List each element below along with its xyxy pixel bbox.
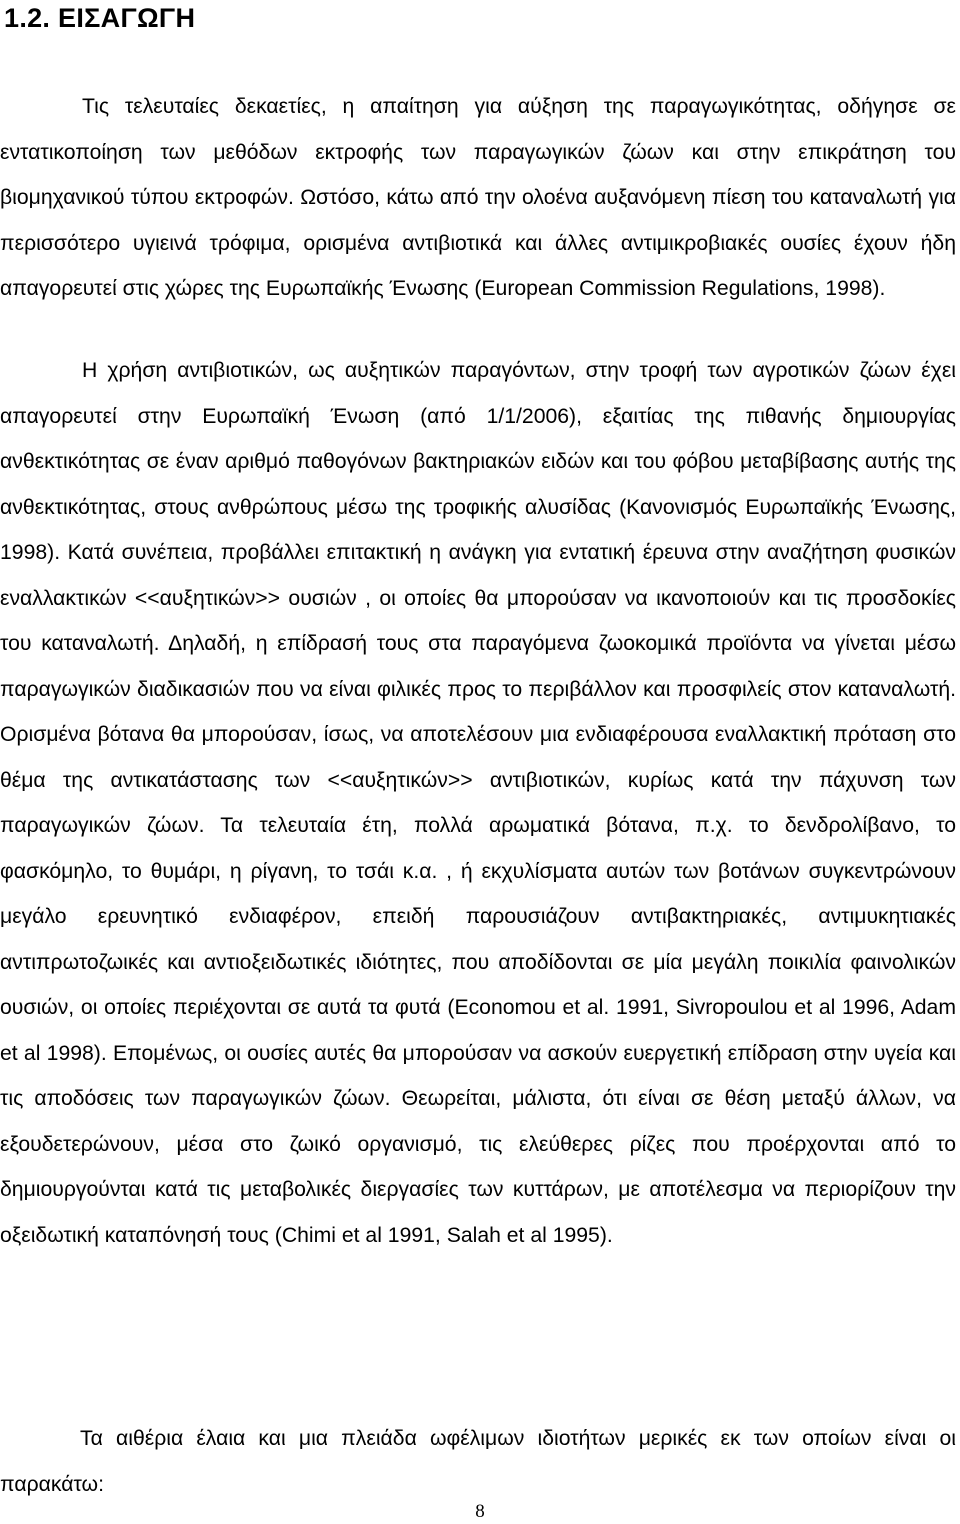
- page-number: 8: [475, 1501, 485, 1522]
- paragraph-intro: Τις τελευταίες δεκαετίες, η απαίτηση για αύξηση της παραγωγικότητας, οδήγησε σε εντατικοποίηση των μεθόδων εκτροφής των παραγωγικών ζώων και στην επικράτηση του βιομηχανικού τύπου εκτροφών. Ωστόσο, κάτω από την ολοένα αυξανόμενη πίεση του καταναλωτή για περισσότερο υγιεινά τρόφιμα, ορισμένα αντιβιοτικά και άλλες αντιμικροβιακές ουσίες έχουν ήδη απαγορευτεί στις χώρες της Ευρωπαϊκής Ένωσης (European Commission Regulations, 1998).: [0, 95, 956, 300]
- section-heading: 1.2. ΕΙΣΑΓΩΓΗ: [4, 3, 196, 33]
- paragraph-essential-oils: Τα αιθέρια έλαια και μια πλειάδα ωφέλιμων ιδιοτήτων μερικές εκ των οποίων είναι οι παρακάτω:: [0, 1427, 956, 1496]
- paragraph-antibiotics: Η χρήση αντιβιοτικών, ως αυξητικών παραγόντων, στην τροφή των αγροτικών ζώων έχει απαγορευτεί στην Ευρωπαϊκή Ένωση (από 1/1/2006), εξαιτίας της πιθανής δημιουργίας ανθεκτικότητας σε έναν αριθμό παθογόνων βακτηριακών ειδών και του φόβου μεταβίβασης αυτής της ανθεκτικότητας, στους ανθρώπους μέσω της τροφικής αλυσίδας (Κανονισμός Ευρωπαϊκής Ένωσης, 1998). Κατά συνέπεια, προβάλλει επιτακτική η ανάγκη για εντατική έρευνα στην αναζήτηση φυσικών εναλλακτικών <<αυξητικών>> ουσιών , οι οποίες θα μπορούσαν να ικανοποιούν και τις προσδοκίες του καταναλωτή. Δηλαδή, η επίδρασή τους στα παραγόμενα ζωοκομικά προϊόντα να γίνεται μέσω παραγωγικών διαδικασιών που να είναι φιλικές προς το περιβάλλον και προσφιλείς στον καταναλωτή. Ορισμένα βότανα θα μπορούσαν, ίσως, να αποτελέσουν μια ενδιαφέρουσα εναλλακτική πρόταση στο θέμα της αντικατάστασης των <<αυξητικών>> αντιβιοτικών, κυρίως κατά την πάχυνση των παραγωγικών ζώων. Τα τελευταία έτη, πολλά αρωματικά βότανα, π.χ. το δενδρολίβανο, το φασκόμηλο, το θυμάρι, η ρίγανη, το τσάι κ.α. , ή εκχυλίσματα αυτών των βοτάνων συγκεντρώνουν μεγάλο ερευνητικό ενδιαφέρον, επειδή παρουσιάζουν αντιβακτηριακές, αντιμυκητιακές αντιπρωτοζωικές και αντιοξειδωτικές ιδιότητες, που αποδίδονται σε μία μεγάλη ποικιλία φαινολικών ουσιών, οι οποίες περιέχονται σε αυτά τα φυτά (Economou et al. 1991, Sivropoulou et al 1996, Adam et al 1998). Επομένως, οι ουσίες αυτές θα μπορούσαν να ασκούν ευεργετική επίδραση στην υγεία και τις αποδόσεις των παραγωγικών ζώων. Θεωρείται, μάλιστα, ότι είναι σε θέση μεταξύ άλλων, να εξουδετερώνουν, μέσα στο ζωικό οργανισμό, τις ελεύθερες ρίζες που προέρχονται από το δημιουργούνται κατά τις μεταβολικές διεργασίες των κυττάρων, με αποτέλεσμα να περιορίζουν την οξειδωτική καταπόνησή τους (Chimi et al 1991, Salah et al 1995).: [0, 359, 956, 1247]
